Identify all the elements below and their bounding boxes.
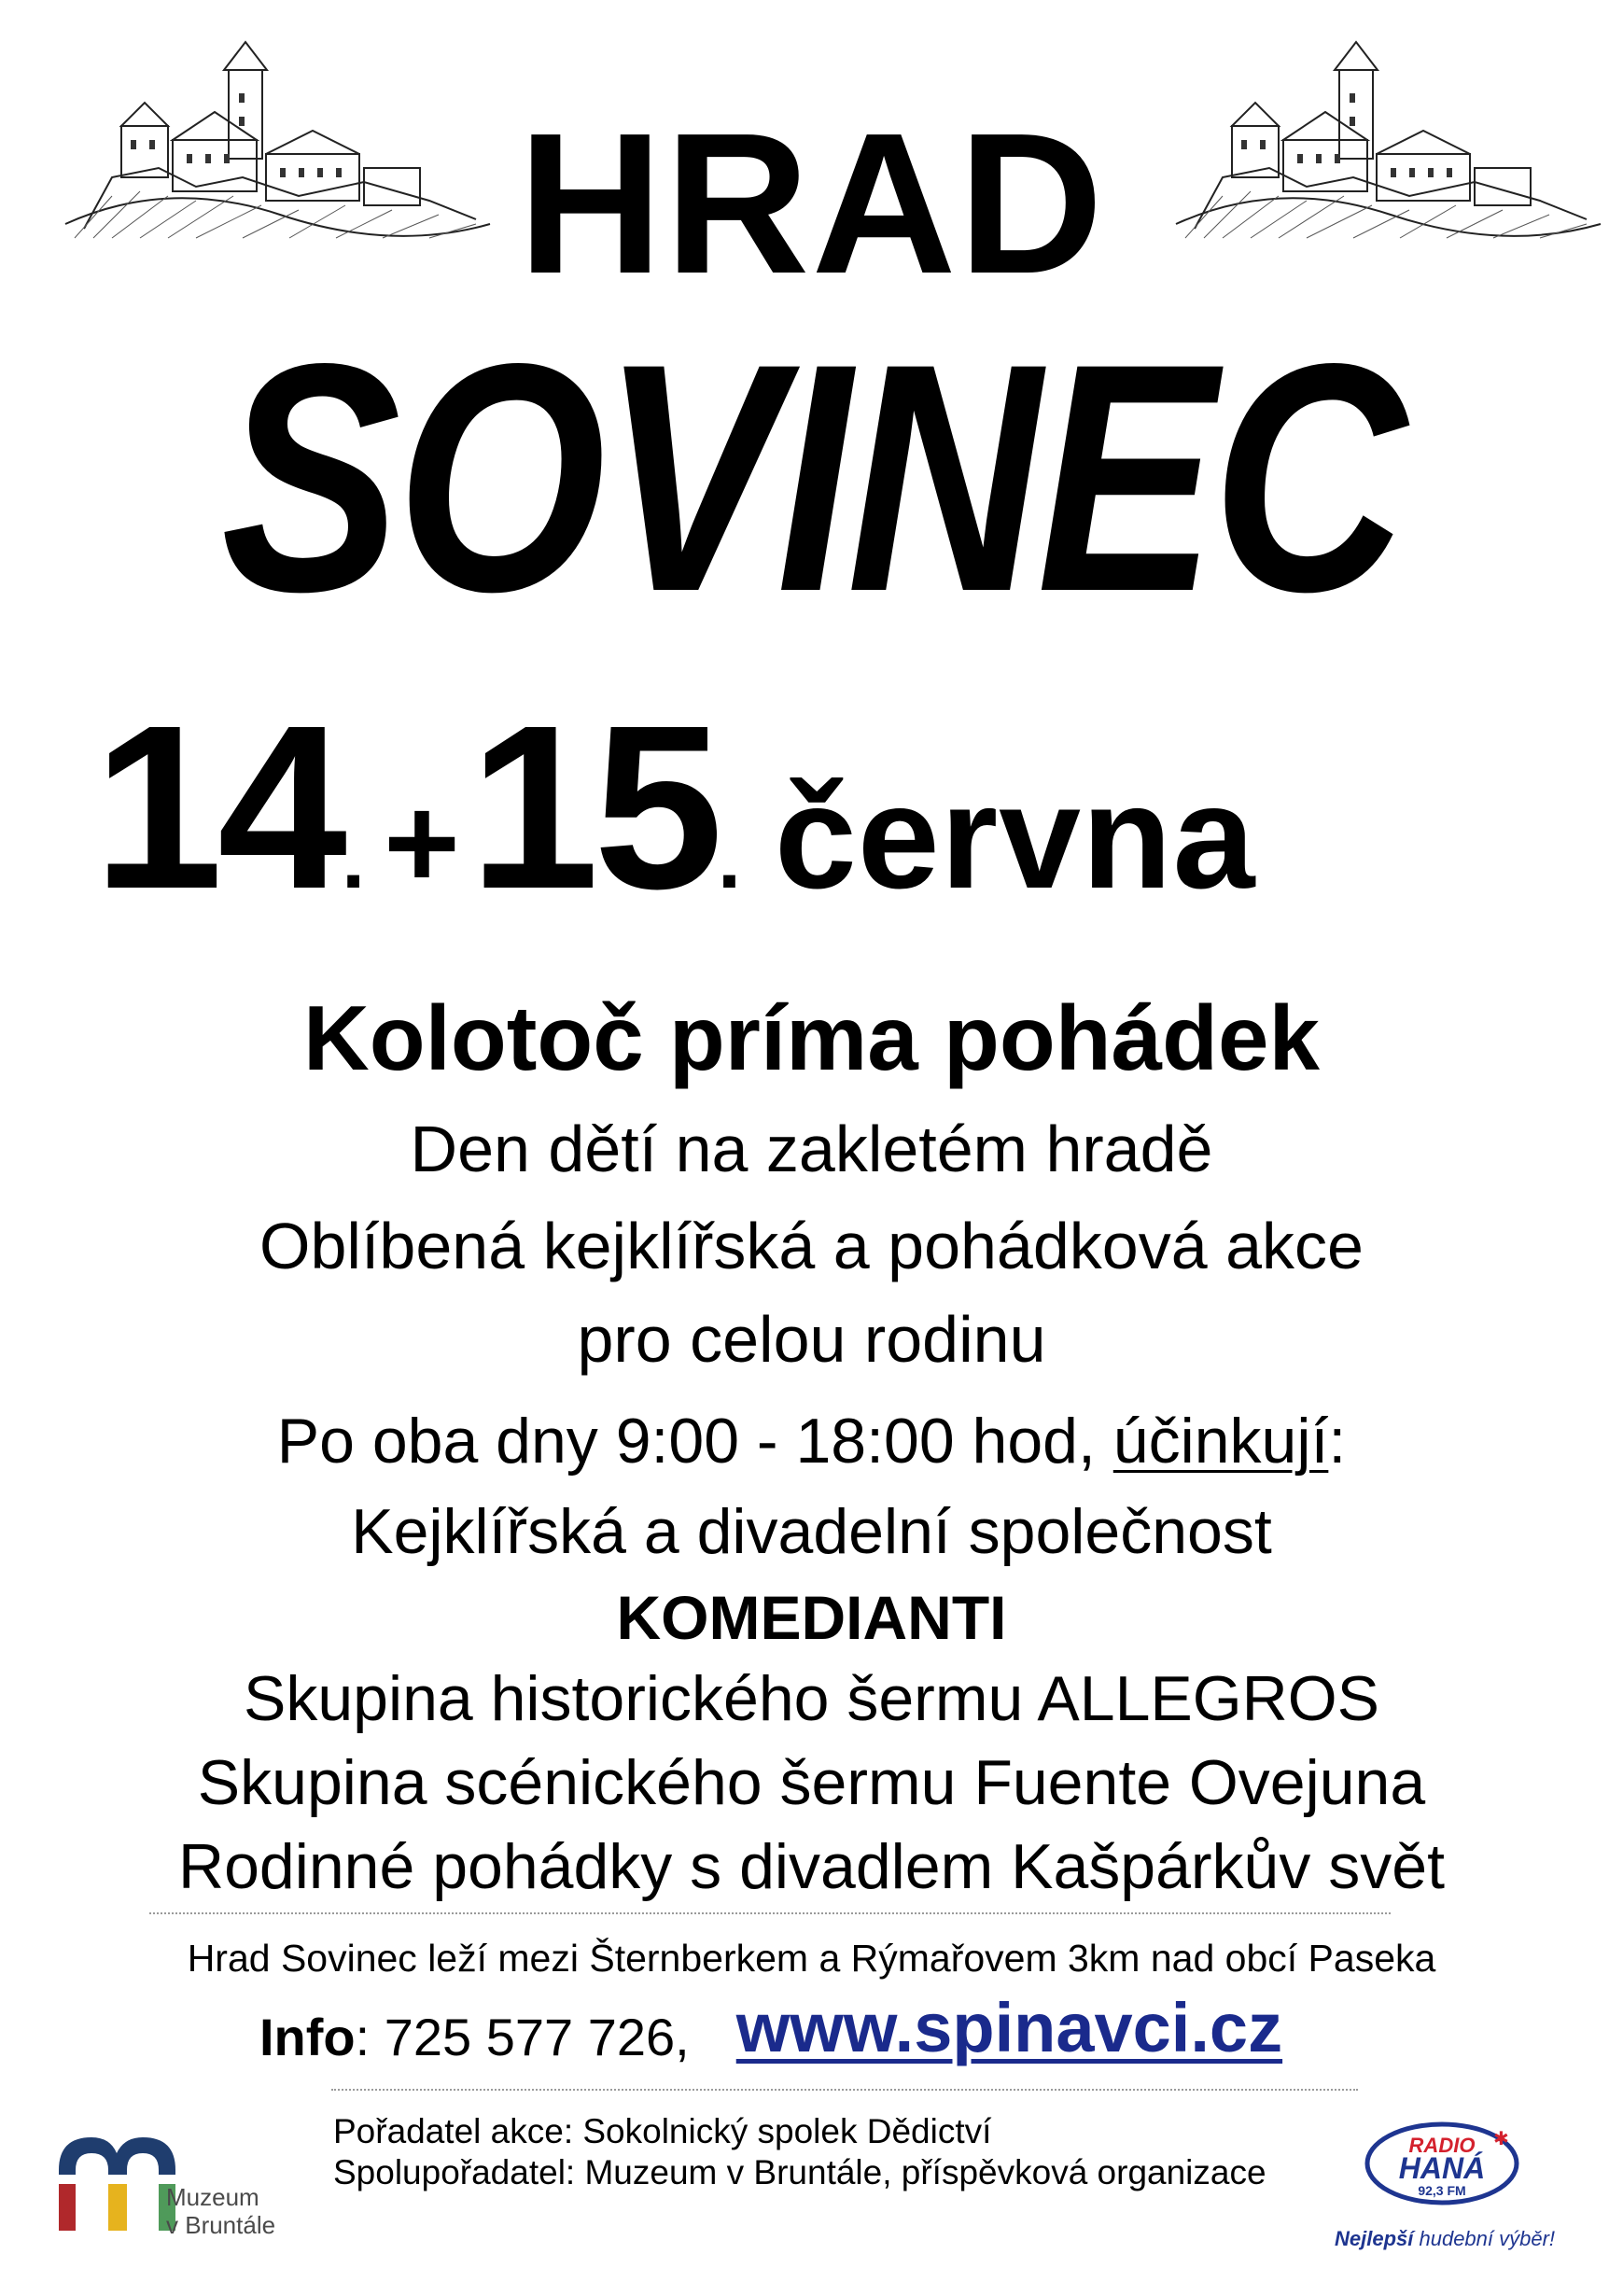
muzeum-logo-text [166,2184,275,2240]
website-link[interactable]: www.spinavci.cz [735,1989,1283,2066]
line-fuente-ovejuna: Skupina scénického šermu Fuente Ovejuna [197,1747,1426,1818]
date-day-1: 14 [93,677,343,937]
line-oblibena-akce: Oblíbená kejklířská a pohádková akce [259,1210,1364,1282]
organizers [333,2111,1266,2194]
line-spolecnost: Kejklířská a divadelní společnost [351,1496,1272,1567]
radio-slogan-bold: Nejlepší [1335,2227,1414,2250]
muzeum-name-line1: Muzeum [166,2183,259,2211]
line-den-deti: Den dětí na zakletém hradě [410,1113,1213,1185]
line-kasparkuv-svet: Rodinné pohádky s divadlem Kašpárkův svět [178,1831,1445,1902]
organizer-co: Spolupořadatel: Muzeum v Bruntále, příspěvková organizace [333,2153,1266,2192]
info-phone: 725 577 726, [384,2008,690,2066]
divider-bottom [331,2089,1358,2091]
organizer-main: Pořadatel akce: Sokolnický spolek Dědictví [333,2112,992,2150]
svg-text:92,3 FM: 92,3 FM [1418,2183,1466,2198]
date-dot-1: . [342,813,366,906]
event-dates [93,677,1256,937]
performers-colon: : [1328,1406,1347,1477]
radio-slogan-rest: hudební výběr! [1413,2227,1556,2250]
line-allegros: Skupina historického šermu ALLEGROS [243,1663,1380,1734]
info-label: Info [259,2008,356,2066]
date-plus: + [384,769,460,916]
line-komedianti: KOMEDIANTI [616,1583,1007,1652]
info-colon: : [355,2008,385,2066]
opening-hours-text: Po oba dny 9:00 - 18:00 hod, [276,1406,1113,1477]
radio-slogan [1335,2227,1555,2251]
info-line [259,1989,1283,2066]
title-hrad: HRAD [517,91,1106,315]
performers-label: účinkují [1112,1406,1329,1477]
title-sovinec: SOVINEC [220,296,1403,659]
svg-text:✱: ✱ [1493,2127,1509,2149]
location-text: Hrad Sovinec leží mezi Šternberkem a Rýmařovem 3km nad obcí Paseka [187,1937,1436,1980]
date-month: června [774,755,1256,919]
radio-hana-logo [1363,2119,1521,2207]
muzeum-name-line2: v Bruntále [166,2210,276,2239]
svg-text:HANÁ: HANÁ [1398,2151,1486,2185]
event-subtitle: Kolotoč príma pohádek [302,987,1320,1089]
date-day-2: 15 [469,677,718,937]
line-opening-hours [0,1406,1623,1477]
line-pro-rodinu: pro celou rodinu [577,1303,1046,1376]
svg-text:RADIO: RADIO [1408,2134,1476,2157]
date-dot-2: . [717,813,741,906]
divider-top [149,1912,1391,1914]
